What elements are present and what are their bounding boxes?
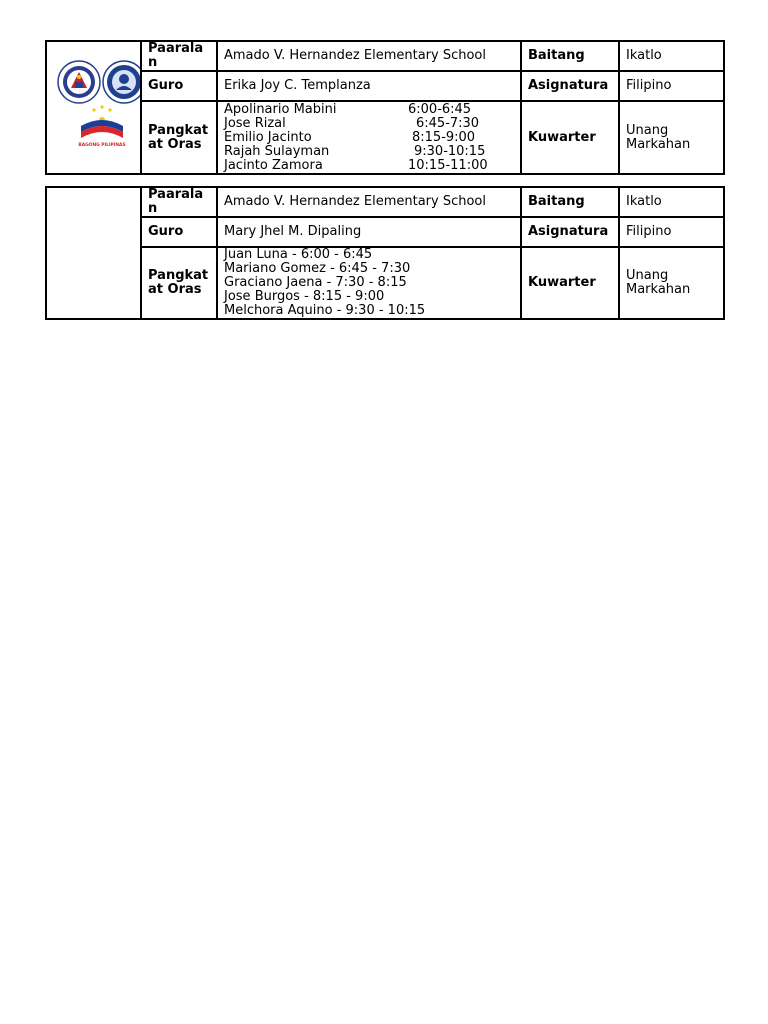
quarter-value: Unang Markahan: [619, 247, 724, 319]
section-name: Emilio Jacinto: [224, 130, 312, 145]
teacher-label: Guro: [141, 217, 217, 247]
subject-value: Filipino: [619, 71, 724, 101]
grade-value: Ikatlo: [619, 41, 724, 71]
schedule-line: Melchora Aquino - 9:30 - 10:15: [224, 303, 426, 318]
schedule-row: [224, 145, 514, 159]
schedule-line: Graciano Jaena - 7:30 - 8:15: [224, 275, 407, 290]
school-name: Amado V. Hernandez Elementary School: [217, 187, 521, 217]
section-time: 10:15-11:00: [408, 158, 488, 173]
school-seal-icon: [102, 60, 141, 104]
grade-label: Baitang: [521, 41, 619, 71]
school-name: Amado V. Hernandez Elementary School: [217, 41, 521, 71]
section-name: Apolinario Mabini: [224, 102, 337, 117]
deped-seal-icon: [57, 60, 101, 104]
bagong-pilipinas-text: BAGONG PILIPINAS: [78, 142, 126, 148]
section-label: Pangkat at Oras: [141, 247, 217, 319]
schedule-line: Jose Burgos - 8:15 - 9:00: [224, 289, 385, 304]
school-label: Paaralan: [141, 187, 217, 217]
subject-value: Filipino: [619, 217, 724, 247]
header-table-1: [45, 40, 725, 175]
section-name: Rajah Sulayman: [224, 144, 330, 159]
schedule-row: [224, 117, 514, 131]
section-schedule: [217, 247, 521, 319]
section-name: Jose Rizal: [224, 116, 286, 131]
section-name: Jacinto Zamora: [224, 158, 323, 173]
section-time: 6:45-7:30: [416, 116, 480, 131]
section-time: 6:00-6:45: [408, 102, 472, 117]
grade-value: Ikatlo: [619, 187, 724, 217]
schedule-row: [224, 103, 514, 117]
schedule-row: [224, 159, 514, 173]
schedule-row: [224, 131, 514, 145]
section-time: 8:15-9:00: [412, 130, 476, 145]
logo-group: [53, 44, 141, 172]
quarter-label: Kuwarter: [521, 247, 619, 319]
teacher-label: Guro: [141, 71, 217, 101]
teacher-name: Erika Joy C. Templanza: [217, 71, 521, 101]
logo-cell: [46, 41, 141, 174]
header-table-2: [45, 186, 725, 320]
subject-label: Asignatura: [521, 217, 619, 247]
quarter-value: Unang Markahan: [619, 101, 724, 174]
logo-cell-empty: [46, 187, 141, 319]
teacher-name: Mary Jhel M. Dipaling: [217, 217, 521, 247]
schedule-line: Mariano Gomez - 6:45 - 7:30: [224, 261, 411, 276]
subject-label: Asignatura: [521, 71, 619, 101]
section-time: 9:30-10:15: [414, 144, 486, 159]
quarter-label: Kuwarter: [521, 101, 619, 174]
schedule-line: Juan Luna - 6:00 - 6:45: [224, 247, 373, 262]
section-schedule: [217, 101, 521, 174]
bagong-pilipinas-logo-icon: [75, 102, 129, 148]
section-label: Pangkat at Oras: [141, 101, 217, 174]
school-label: Paaralan: [141, 41, 217, 71]
grade-label: Baitang: [521, 187, 619, 217]
